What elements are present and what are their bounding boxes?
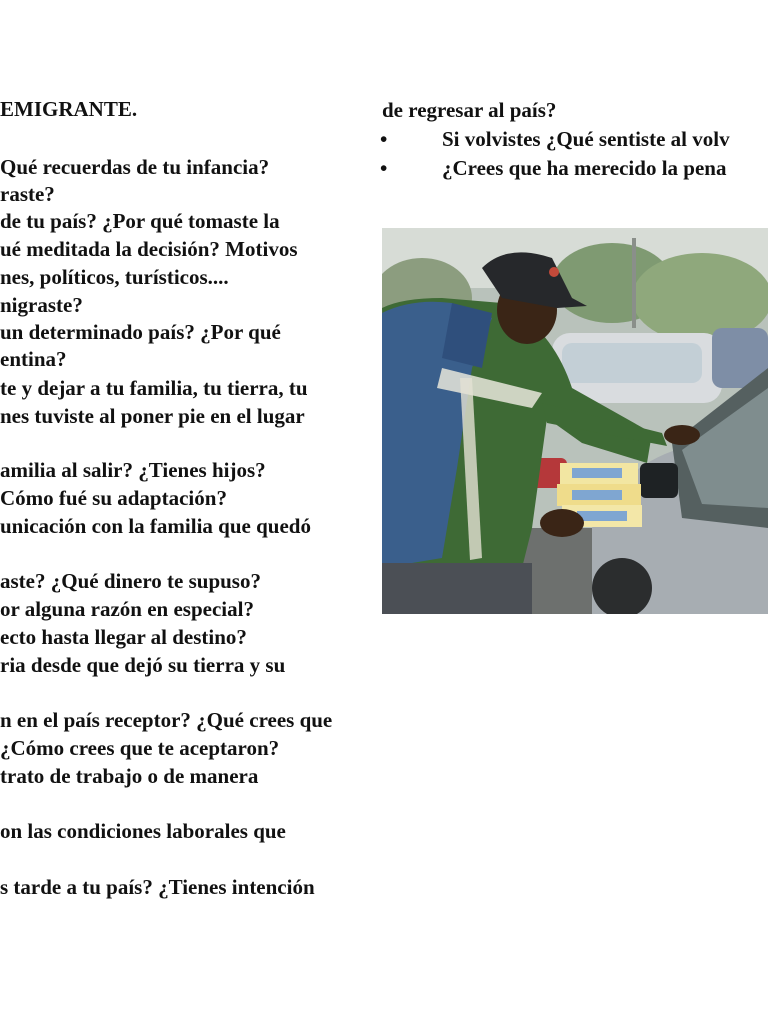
question-line: raste? — [0, 182, 55, 206]
question-line: nes tuviste al poner pie en el lugar — [0, 404, 305, 428]
bullet-marker: • — [380, 156, 388, 180]
question-line: te y dejar a tu familia, tu tierra, tu — [0, 376, 308, 400]
question-line: ué meditada la decisión? Motivos — [0, 237, 298, 261]
question-line: Qué recuerdas de tu infancia? — [0, 155, 270, 179]
question-line: unicación con la familia que quedó — [0, 514, 311, 538]
question-line: on las condiciones laborales que — [0, 819, 286, 843]
question-line: ¿Cómo crees que te aceptaron? — [0, 736, 280, 760]
question-line: entina? — [0, 347, 67, 371]
bullet-text: Si volvistes ¿Qué sentiste al volv — [442, 127, 730, 151]
question-line: or alguna razón en especial? — [0, 597, 254, 621]
bullet-text: ¿Crees que ha merecido la pena — [442, 156, 727, 180]
photo-illustration — [382, 228, 768, 614]
photo-street-vendor-at-car-window — [382, 228, 768, 614]
right-column — [380, 0, 768, 1023]
question-line: amilia al salir? ¿Tienes hijos? — [0, 458, 266, 482]
question-line: ria desde que dejó su tierra y su — [0, 653, 286, 677]
question-line: trato de trabajo o de manera — [0, 764, 259, 788]
question-line: s tarde a tu país? ¿Tienes intención — [0, 875, 315, 899]
question-line: ecto hasta llegar al destino? — [0, 625, 247, 649]
left-column — [0, 0, 380, 1023]
question-line: nigraste? — [0, 293, 83, 317]
question-line: nes, políticos, turísticos.... — [0, 265, 229, 289]
continuation-line: de regresar al país? — [382, 98, 557, 122]
question-line: n en el país receptor? ¿Qué crees que — [0, 708, 333, 732]
section-heading: EMIGRANTE. — [0, 97, 138, 121]
question-line: aste? ¿Qué dinero te supuso? — [0, 569, 261, 593]
question-line: un determinado país? ¿Por qué — [0, 320, 281, 344]
question-line: de tu país? ¿Por qué tomaste la — [0, 209, 280, 233]
bullet-marker: • — [380, 127, 388, 151]
question-line: Cómo fué su adaptación? — [0, 486, 227, 510]
